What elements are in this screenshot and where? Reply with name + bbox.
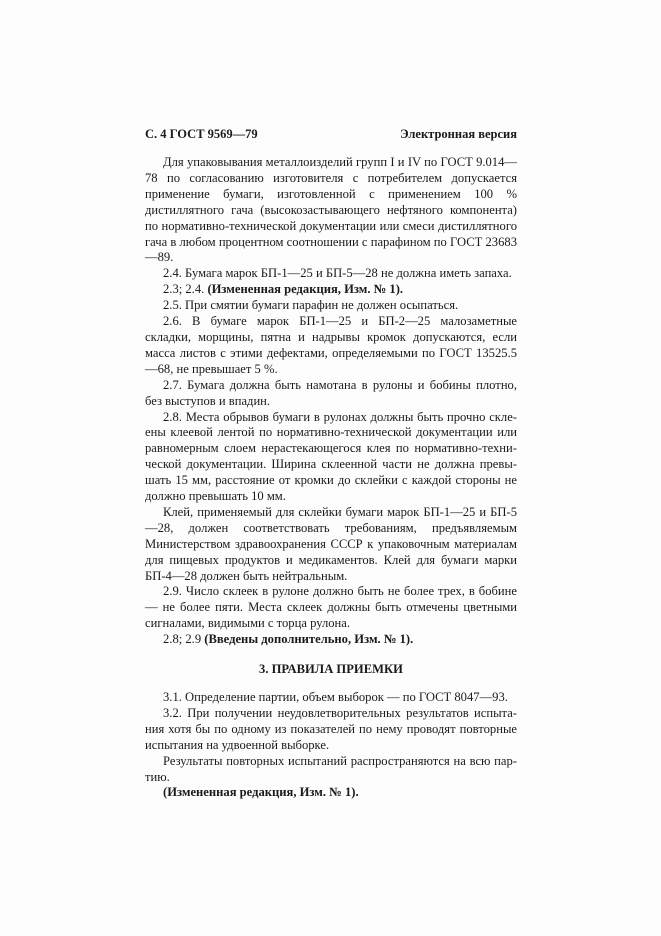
paragraph-2-8: 2.8. Места обрывов бумаги в рулонах должны быть прочно склеены клеевой лентой по нормативно-технической документации или равномерным слоем нерастекающегося клея по нормативно-технической документации. Ширина склеенной части не должна превышать 15 мм, расстояние от кромки до склейки с каждой стороны не должно превышать 10 мм. [145,409,517,504]
page-header [145,127,517,143]
paragraph-3-2: 3.2. При получении неудовлетворительных результатов испытания хотя бы по одному из показателей по нему проводят повторные испытания на удвоенной выборке. [145,705,517,752]
paragraph-glue: Клей, применяемый для склейки бумаги марок БП-1—25 и БП-5—28, должен соответствовать требованиям, предъявляемым Министерством здравоохранения СССР к упаковочным материалам для пищевых продуктов и медикаментов. Клей для бумаги марки БП-4—28 должен быть нейтральным. [145,504,517,583]
paragraph-2-7: 2.7. Бумага должна быть намотана в рулоны и бобины плотно, без выступов и впадин. [145,377,517,408]
header-standard-ref: С. 4 ГОСТ 9569—79 [145,127,258,141]
paragraph-packaging: Для упаковывания металлоизделий групп I и IV по ГОСТ 9.014—78 по согласованию изготовителя с потребителем допускается применение бумаги, изготовленной с применением 100 % дистиллятного гача (высокозастывающего нефтяного компонента) по нормативно-технической документации или смеси дистиллятного гача в любом процентном соотношении с парафином по ГОСТ 23683—89. [145,155,517,265]
section-title: 3. ПРАВИЛА ПРИЕМКИ [259,662,403,677]
paragraph-2-9: 2.9. Число склеек в рулоне должно быть не более трех, в бобине — не более пяти. Места склеек должны быть отмечены цветными сигналами, видимыми с торца рулона. [145,584,517,631]
paragraph-retest-results: Результаты повторных испытаний распространяются на всю партию. [145,753,517,784]
revision-note: (Измененная редакция, Изм. № 1). [163,785,359,800]
paragraph-3-1: 3.1. Определение партии, объем выборок — по ГОСТ 8047—93. [163,690,508,704]
note-ref: 2.8; 2.9 [163,632,205,647]
paragraph-2-3-2-4-note [145,282,517,298]
revision-note: (Введены дополнительно, Изм. № 1). [204,632,414,647]
document-body [145,155,517,801]
paragraph-2-4: 2.4. Бумага марок БП-1—25 и БП-5—28 не должна иметь запаха. [163,266,512,281]
paragraph-revision-note [145,785,517,801]
paragraph-2-6: 2.6. В бумаге марок БП-1—25 и БП-2—25 малозаметные складки, морщины, пятна и надрывы кромок допускаются, если масса листов с этими дефектами, определяемыми по ГОСТ 13525.5—68, не превышает 5 %. [145,314,517,376]
paragraph-2-5: 2.5. При смятии бумаги парафин не должен осыпаться. [163,298,459,313]
paragraph-2-8-2-9-note [145,632,517,648]
revision-note: (Измененная редакция, Изм. № 1). [207,282,404,297]
note-ref: 2.3; 2.4. [163,282,208,297]
header-edition-note: Электронная версия [400,127,517,141]
